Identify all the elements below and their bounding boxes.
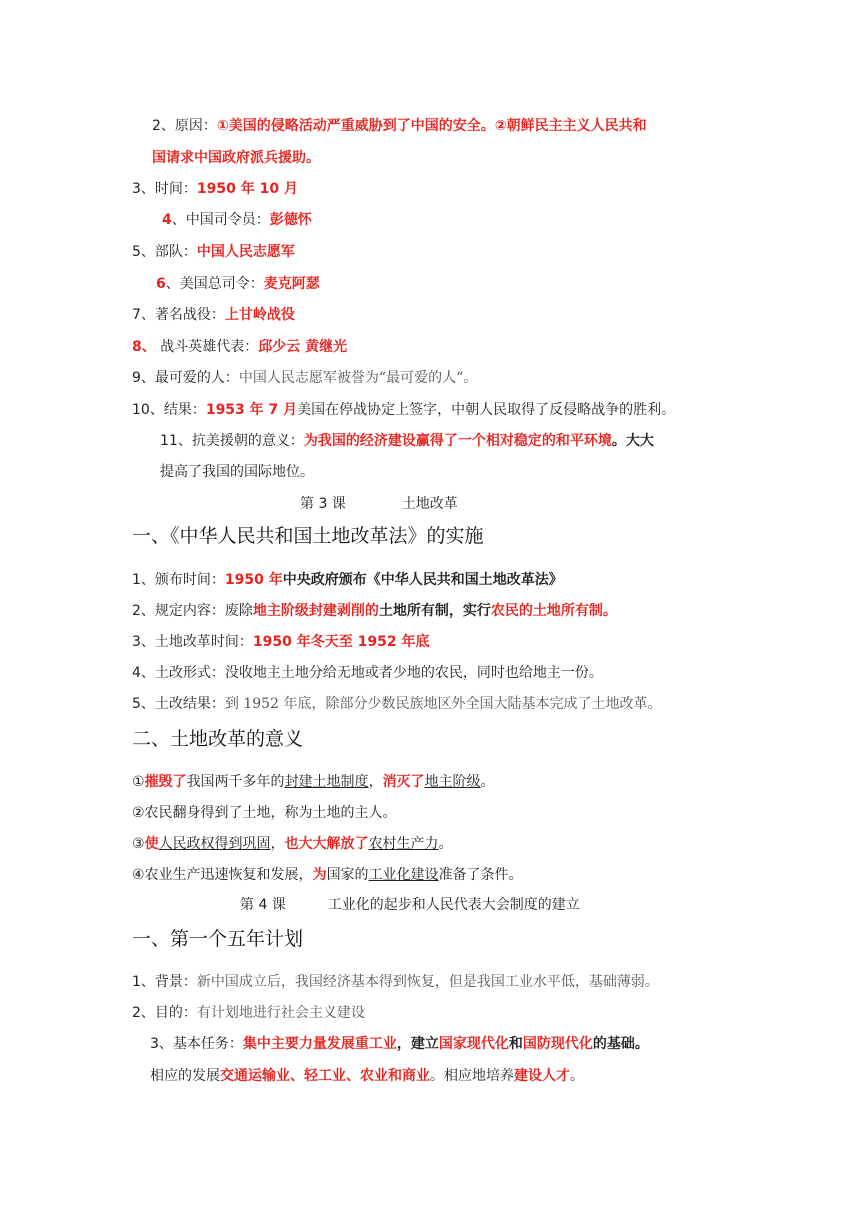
highlighted-text: 消灭了 bbox=[382, 774, 425, 790]
highlighted-text: 4 bbox=[162, 212, 172, 228]
line-text: 3、时间： bbox=[132, 181, 197, 197]
highlighted-text: ①美国的侵略活动严重威胁到了中国的安全。②朝鲜民主主义人民共和 bbox=[216, 118, 647, 134]
line-text: 11、抗美援朝的意义： bbox=[160, 433, 304, 449]
line-text: 农村生产力 bbox=[368, 836, 439, 852]
line-text: 、美国总司令： bbox=[165, 276, 264, 292]
line-text: 3、基本任务： bbox=[150, 1036, 243, 1052]
highlighted-text: 使 bbox=[144, 836, 159, 852]
highlighted-text: 农民的土地所有制。 bbox=[490, 603, 617, 619]
line-text: 。 bbox=[570, 1068, 584, 1084]
highlighted-text: 国请求中国政府派兵援助。 bbox=[152, 150, 320, 166]
line-meaning-1 bbox=[132, 772, 495, 792]
line-task-2 bbox=[150, 1066, 584, 1086]
section-heading: 一、第一个五年计划 bbox=[132, 928, 304, 950]
line-text: 中国人民志愿军被誉为“最可爱的人“。 bbox=[238, 370, 478, 386]
highlighted-text: 上甘岭战役 bbox=[224, 307, 295, 323]
line-battle bbox=[132, 305, 295, 325]
line-text: 10、结果： bbox=[132, 402, 206, 418]
line-text: 4、土改形式：没收地主土地分给无地或者少地的农民，同时也给地主一份。 bbox=[132, 665, 603, 681]
line-chinese-commander bbox=[162, 210, 312, 230]
line-meaning-2 bbox=[132, 803, 397, 823]
line-text: 提高了我国的国际地位。 bbox=[160, 464, 314, 480]
line-text: 5、土改结果： bbox=[132, 696, 225, 712]
line-text: ③ bbox=[132, 836, 145, 852]
line-text: 9、最可爱的人： bbox=[132, 370, 239, 386]
line-significance-1 bbox=[160, 431, 654, 451]
highlighted-text: 集中主要力量发展重工业 bbox=[242, 1036, 397, 1052]
line-army bbox=[132, 242, 295, 262]
line-text: 、中国司令员： bbox=[171, 212, 270, 228]
line-time bbox=[132, 179, 298, 199]
lesson-3-title bbox=[300, 494, 458, 514]
lesson-number: 第 4 课 bbox=[240, 897, 286, 913]
lesson-number: 第 3 课 bbox=[300, 496, 346, 512]
line-text: 和 bbox=[508, 1036, 523, 1052]
line-text: 。 bbox=[438, 836, 453, 852]
line-text: 2、规定内容：废除 bbox=[132, 603, 253, 619]
line-text: 新中国成立后，我国经济基本得到恢复，但是我国工业水平低，基础薄弱。 bbox=[196, 974, 659, 990]
line-text: ②农民翻身得到了土地，称为土地的主人。 bbox=[132, 805, 397, 821]
line-text: 1、背景： bbox=[132, 974, 197, 990]
line-meaning-4 bbox=[132, 865, 523, 885]
line-loveliest bbox=[132, 368, 477, 388]
line-text: 。 bbox=[480, 774, 495, 790]
lesson-name: 土地改革 bbox=[401, 496, 458, 512]
line-text: 封建土地制度 bbox=[284, 774, 369, 790]
line-text: 地主阶级 bbox=[424, 774, 481, 790]
line-purpose bbox=[132, 1003, 365, 1023]
line-reform-time bbox=[132, 632, 429, 652]
line-text: 7、著名战役： bbox=[132, 307, 225, 323]
highlighted-text: 为我国的经济建设赢得了一个相对稳定的和平环境 bbox=[303, 433, 612, 449]
section-heading: 一、《中华人民共和国土地改革法》的实施 bbox=[132, 525, 484, 547]
line-us-commander bbox=[156, 274, 320, 294]
highlighted-text: 建设人才 bbox=[514, 1068, 570, 1084]
line-text: 美国在停战协定上签字，中朝人民取得了反侵略战争的胜利。 bbox=[297, 402, 676, 418]
highlighted-text: 国防现代化 bbox=[522, 1036, 593, 1052]
section-heading: 二、土地改革的意义 bbox=[132, 728, 304, 750]
line-text: ④农业生产迅速恢复和发展， bbox=[132, 867, 313, 883]
line-heroes bbox=[132, 337, 347, 357]
highlighted-text: 邱少云 黄继光 bbox=[258, 339, 348, 355]
line-reform-result bbox=[132, 694, 661, 714]
line-text: 人民政权得到巩固 bbox=[158, 836, 271, 852]
highlighted-text: 中国人民志愿军 bbox=[196, 244, 295, 260]
line-text: ， bbox=[368, 774, 383, 790]
highlighted-text: 1950 年 10 月 bbox=[196, 181, 298, 197]
line-text: 有计划地进行社会主义建设 bbox=[196, 1005, 365, 1021]
highlighted-text: 6 bbox=[156, 276, 166, 292]
lesson-name: 工业化的起步和人民代表大会制度的建立 bbox=[327, 897, 580, 913]
highlighted-text: 地主阶级封建剥削的 bbox=[252, 603, 379, 619]
line-text: 3、土地改革时间： bbox=[132, 634, 253, 650]
line-text: 2、目的： bbox=[132, 1005, 197, 1021]
line-significance-2 bbox=[160, 462, 314, 482]
line-text: 。相应地培养 bbox=[430, 1068, 514, 1084]
line-reason-2 bbox=[152, 148, 320, 168]
line-text: 战斗英雄代表： bbox=[155, 339, 259, 355]
line-task-1 bbox=[150, 1034, 649, 1054]
lesson-4-title bbox=[240, 895, 580, 915]
line-text: 中央政府颁布《中华人民共和国土地改革法》 bbox=[282, 572, 563, 588]
line-text: 2、原因： bbox=[152, 118, 217, 134]
highlighted-text: 麦克阿瑟 bbox=[263, 276, 320, 292]
line-result bbox=[132, 400, 675, 420]
highlighted-text: 也大大解放了 bbox=[284, 836, 369, 852]
line-reason-1 bbox=[152, 116, 647, 136]
line-text: 相应的发展 bbox=[150, 1068, 220, 1084]
line-text: 准备了条件。 bbox=[438, 867, 523, 883]
highlighted-text: 交通运输业、轻工业、农业和商业 bbox=[220, 1068, 430, 1084]
line-text: ， bbox=[270, 836, 285, 852]
line-text: ，建立 bbox=[396, 1036, 439, 1052]
line-issue-time bbox=[132, 570, 563, 590]
highlighted-text: 彭德怀 bbox=[269, 212, 312, 228]
line-text: 我国两千多年的 bbox=[186, 774, 285, 790]
line-content bbox=[132, 601, 617, 621]
highlighted-text: 1950 年冬天至 1952 年底 bbox=[252, 634, 430, 650]
line-text: 5、部队： bbox=[132, 244, 197, 260]
line-text: 国家的 bbox=[326, 867, 369, 883]
line-reform-form bbox=[132, 663, 603, 683]
line-text: 。大大 bbox=[611, 433, 654, 449]
highlighted-text: 摧毁了 bbox=[144, 774, 187, 790]
highlighted-text: 为 bbox=[312, 867, 327, 883]
line-meaning-3 bbox=[132, 834, 453, 854]
highlighted-text: 8、 bbox=[132, 339, 156, 355]
line-text: 1、颁布时间： bbox=[132, 572, 225, 588]
line-background bbox=[132, 972, 659, 992]
line-text: 土地所有制，实行 bbox=[378, 603, 491, 619]
line-text: 工业化建设 bbox=[368, 867, 439, 883]
line-text: ① bbox=[132, 774, 145, 790]
line-text: 的基础。 bbox=[592, 1036, 649, 1052]
highlighted-text: 国家现代化 bbox=[438, 1036, 509, 1052]
highlighted-text: 1950 年 bbox=[224, 572, 283, 588]
line-text: 到 1952 年底，除部分少数民族地区外全国大陆基本完成了土地改革。 bbox=[224, 696, 662, 712]
highlighted-text: 1953 年 7 月 bbox=[205, 402, 298, 418]
